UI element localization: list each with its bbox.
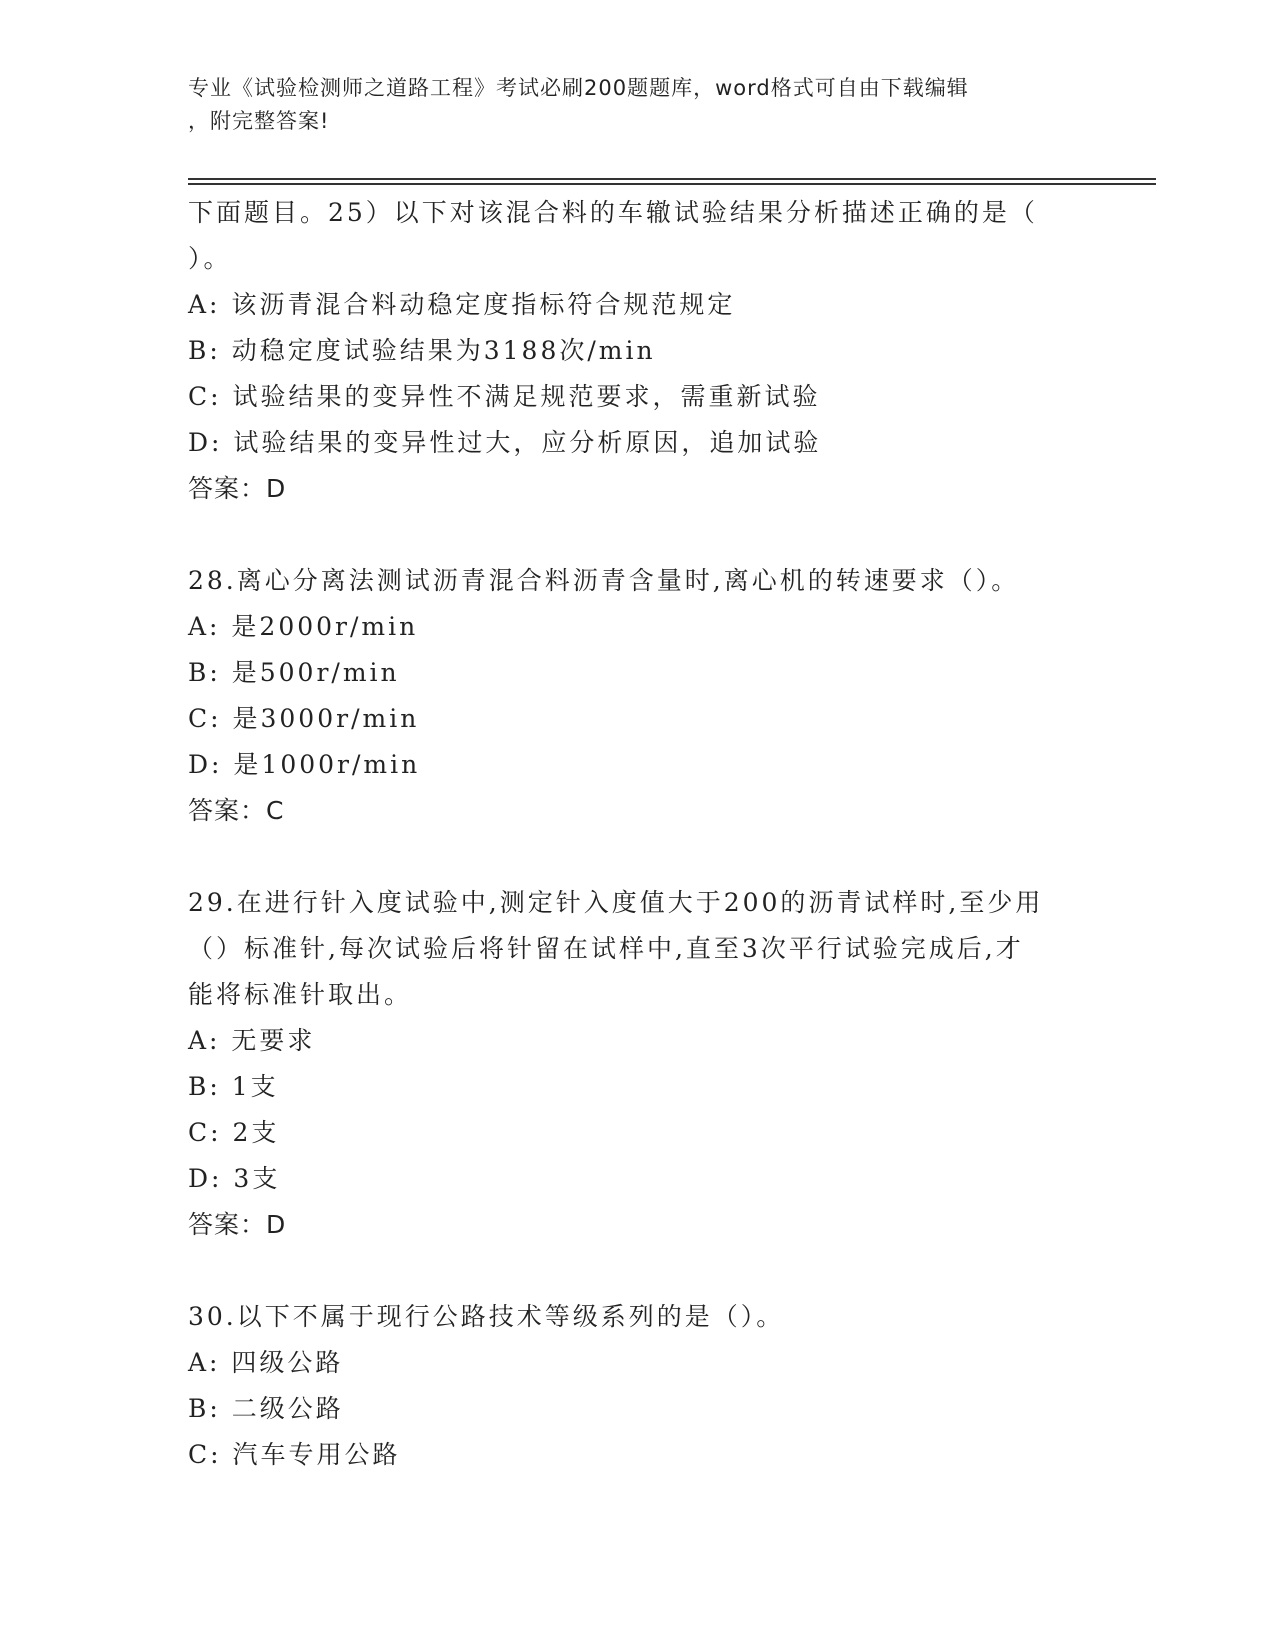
question-block-30 <box>188 1294 1088 1478</box>
question-stem-line: 28.离心分离法测试沥青混合料沥青含量时,离心机的转速要求（）。 <box>188 566 1020 595</box>
option-a: A: 是2000r/min <box>188 612 419 641</box>
option-b: B: 动稳定度试验结果为3188次/min <box>188 336 656 365</box>
header-divider-bottom <box>188 183 1156 185</box>
option-a: A: 无要求 <box>188 1026 316 1055</box>
question-block-28 <box>188 558 1088 834</box>
answer-line: 答案：C <box>188 796 285 825</box>
option-c: C: 2支 <box>188 1118 280 1147</box>
option-a: A: 四级公路 <box>188 1348 344 1377</box>
document-header <box>188 72 1068 138</box>
option-c: C: 是3000r/min <box>188 704 420 733</box>
question-spacer <box>188 1248 1088 1294</box>
question-stem-line: 下面题目。25）以下对该混合料的车辙试验结果分析描述正确的是（ <box>188 198 1038 227</box>
question-stem-line: 能将标准针取出。 <box>188 980 413 1009</box>
question-spacer <box>188 834 1088 880</box>
question-stem-line: 30.以下不属于现行公路技术等级系列的是（）。 <box>188 1302 785 1331</box>
question-spacer <box>188 512 1088 558</box>
answer-line: 答案：D <box>188 1210 287 1239</box>
header-divider-top <box>188 178 1156 180</box>
option-a: A: 该沥青混合料动稳定度指标符合规范规定 <box>188 290 736 319</box>
option-b: B: 1支 <box>188 1072 279 1101</box>
option-c: C: 汽车专用公路 <box>188 1440 401 1469</box>
option-b: B: 二级公路 <box>188 1394 344 1423</box>
header-title-line-1: 专业《试验检测师之道路工程》考试必刷200题题库，word格式可自由下载编辑 <box>188 76 969 100</box>
header-title-line-2: ，附完整答案! <box>188 109 330 133</box>
answer-line: 答案：D <box>188 474 287 503</box>
question-list <box>188 190 1088 1478</box>
option-c: C: 试验结果的变异性不满足规范要求，需重新试验 <box>188 382 821 411</box>
option-b: B: 是500r/min <box>188 658 400 687</box>
question-stem-line: ）。 <box>188 244 232 273</box>
option-d: D: 是1000r/min <box>188 750 421 779</box>
question-block-27 <box>188 190 1088 512</box>
option-d: D: 3支 <box>188 1164 281 1193</box>
question-stem-line: 29.在进行针入度试验中,测定针入度值大于200的沥青试样时,至少用 <box>188 888 1044 917</box>
option-d: D: 试验结果的变异性过大，应分析原因，追加试验 <box>188 428 822 457</box>
question-block-29 <box>188 880 1088 1248</box>
question-stem-line: （）标准针,每次试验后将针留在试样中,直至3次平行试验完成后,才 <box>188 934 1024 963</box>
